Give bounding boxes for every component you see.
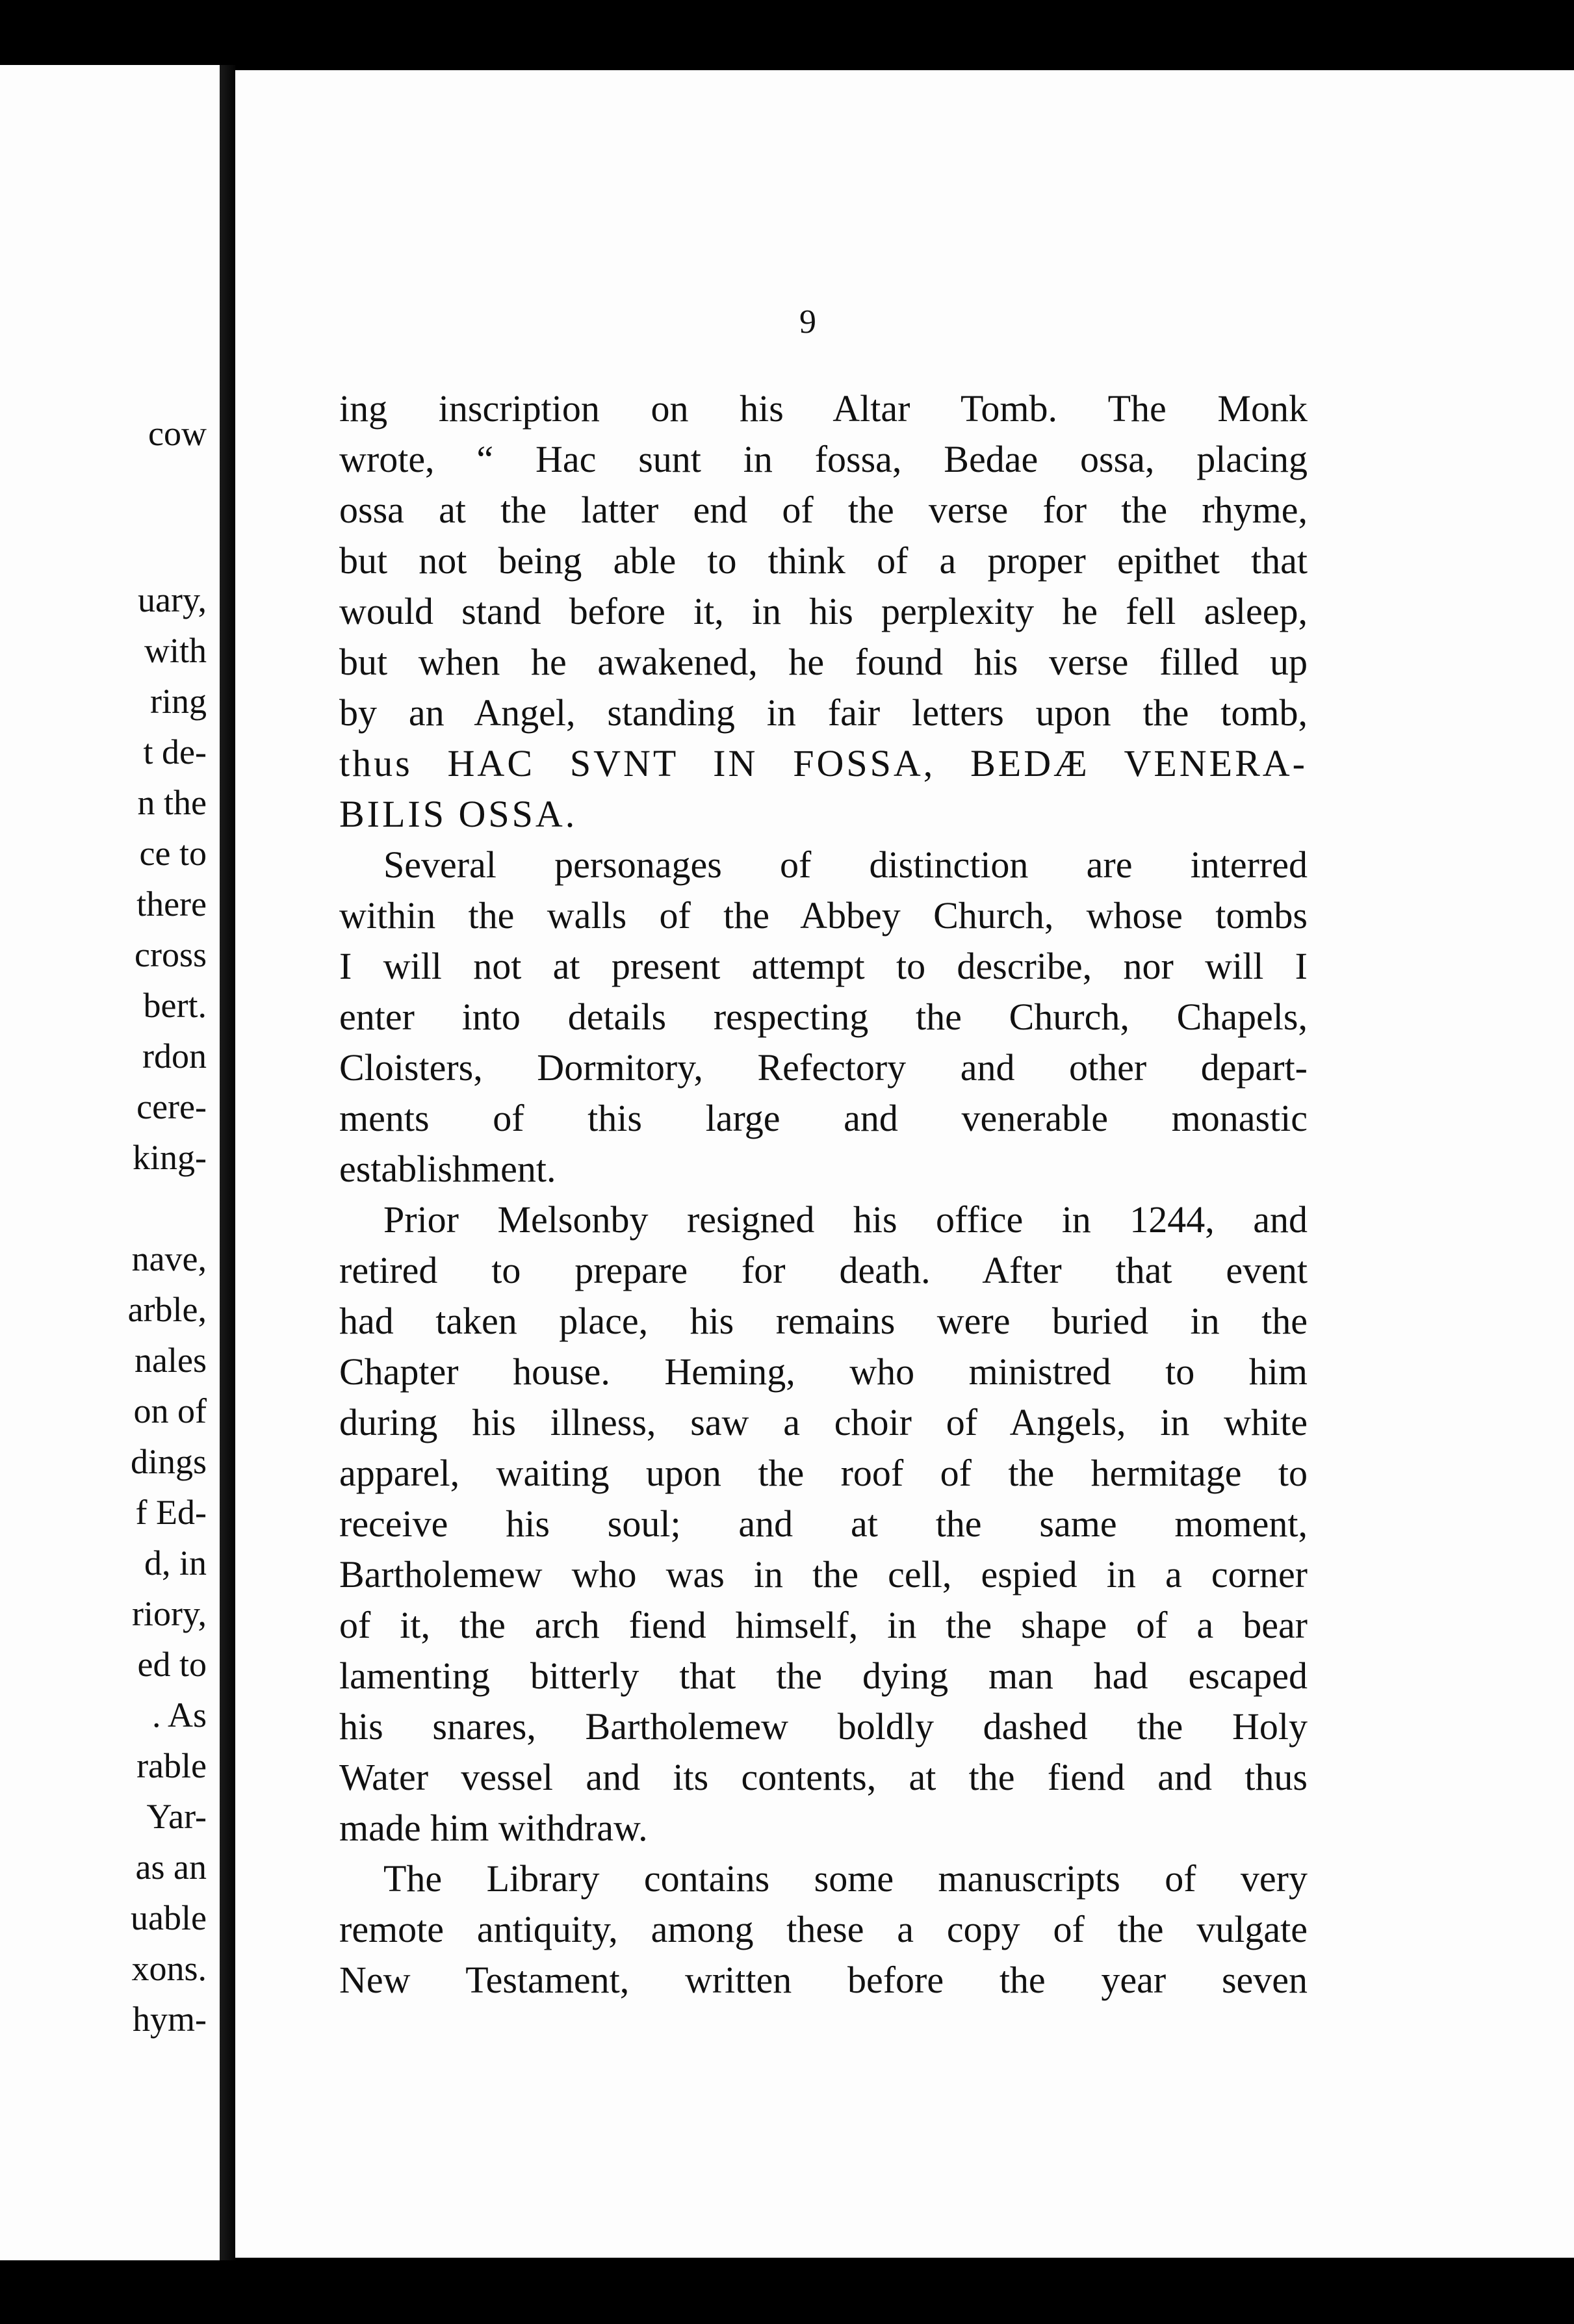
text-line: New Testament, written before the year seven (339, 1959, 1308, 2001)
text-line: ing inscription on his Altar Tomb. The Monk (339, 387, 1308, 430)
left-page-fragment: bert. (143, 986, 207, 1025)
text-line: Water vessel and its contents, at the fiend and thus (339, 1756, 1308, 1798)
left-page-fragment: f Ed- (135, 1493, 207, 1532)
paragraph-library (339, 1853, 1308, 2006)
text-line: Bartholemew who was in the cell, espied in a corner (339, 1553, 1308, 1595)
text-line: Cloisters, Dormitory, Refectory and other depart- (339, 1046, 1308, 1089)
book-spine (220, 65, 235, 2260)
text-line: wrote, “ Hac sunt in fossa, Bedae ossa, placing (339, 438, 1308, 480)
left-page-fragment: cross (135, 935, 207, 974)
text-line: lamenting bitterly that the dying man had escaped (339, 1655, 1308, 1697)
left-page-fragment: d, in (144, 1543, 207, 1582)
text-line: apparel, waiting upon the roof of the hermitage to (339, 1452, 1308, 1494)
text-line: made him withdraw. (339, 1807, 648, 1849)
text-line: of it, the arch fiend himself, in the shape of a bear (339, 1604, 1308, 1646)
left-page-fragment: t de- (143, 732, 207, 771)
text-line: Chapter house. Heming, who ministred to him (339, 1350, 1308, 1393)
left-page (0, 65, 220, 2260)
page-number: 9 (799, 303, 816, 341)
left-page-fragment: as an (135, 1848, 207, 1887)
left-page-fragment: nales (135, 1341, 207, 1380)
left-page-fragment: uary, (138, 580, 207, 619)
left-page-fragment: . As (151, 1696, 207, 1735)
left-page-fragment: cow (148, 414, 207, 453)
text-line: but when he awakened, he found his verse filled up (339, 641, 1308, 683)
text-line: establishment. (339, 1148, 556, 1190)
left-page-fragment: king- (133, 1138, 207, 1177)
left-page-fragment: cere- (136, 1087, 207, 1126)
paragraph-personages (339, 840, 1308, 1194)
left-page-fragment: ce to (139, 834, 207, 873)
text-line: Prior Melsonby resigned his office in 1244, and (383, 1198, 1308, 1241)
text-line: by an Angel, standing in fair letters upon the tomb, (339, 691, 1308, 734)
text-line: but not being able to think of a proper epithet that (339, 539, 1308, 582)
text-line: I will not at present attempt to describe, nor will I (339, 945, 1308, 987)
left-page-fragment: xons. (131, 1949, 207, 1988)
left-page-fragment: n the (137, 783, 207, 822)
text-line: ments of this large and venerable monastic (339, 1097, 1308, 1139)
text-line: his snares, Bartholemew boldly dashed the Holy (339, 1705, 1308, 1748)
text-line: had taken place, his remains were buried in the (339, 1300, 1308, 1342)
text-line: would stand before it, in his perplexity he fell asleep, (339, 590, 1308, 632)
text-line: enter into details respecting the Church, Chapels, (339, 996, 1308, 1038)
text-line: The Library contains some manuscripts of very (383, 1857, 1308, 1900)
left-page-fragment: riory, (132, 1594, 207, 1633)
text-line: within the walls of the Abbey Church, whose tombs (339, 894, 1308, 936)
left-page-fragment: with (144, 631, 207, 670)
left-page-fragment: rable (136, 1746, 207, 1785)
left-page-fragment: uable (131, 1898, 207, 1937)
left-page-fragment: arble, (127, 1290, 207, 1329)
left-page-fragment: there (136, 884, 207, 923)
left-page-fragment: ring (150, 682, 207, 721)
text-line: Several personages of distinction are interred (383, 844, 1308, 886)
text-line: remote antiquity, among these a copy of the vulgate (339, 1908, 1308, 1950)
text-line: during his illness, saw a choir of Angels, in white (339, 1401, 1308, 1443)
text-line: thus HAC SVNT IN FOSSA, BEDÆ VENERA- (339, 742, 1308, 784)
text-line: ossa at the latter end of the verse for the rhyme, (339, 489, 1308, 531)
text-line: BILIS OSSA. (339, 793, 578, 835)
text-line: receive his soul; and at the same moment, (339, 1503, 1308, 1545)
left-page-fragment: rdon (142, 1037, 207, 1076)
left-page-fragment: ed to (137, 1645, 207, 1684)
paragraph-altar-tomb (339, 383, 1308, 840)
paragraph-prior-melsonby (339, 1194, 1308, 1853)
text-line: retired to prepare for death. After that event (339, 1249, 1308, 1291)
left-page-fragment: on of (133, 1391, 207, 1430)
left-page-fragment: dings (130, 1442, 207, 1481)
left-page-fragment: hym- (133, 2000, 207, 2039)
left-page-fragment: nave, (131, 1239, 207, 1278)
left-page-fragment: Yar- (146, 1797, 207, 1836)
